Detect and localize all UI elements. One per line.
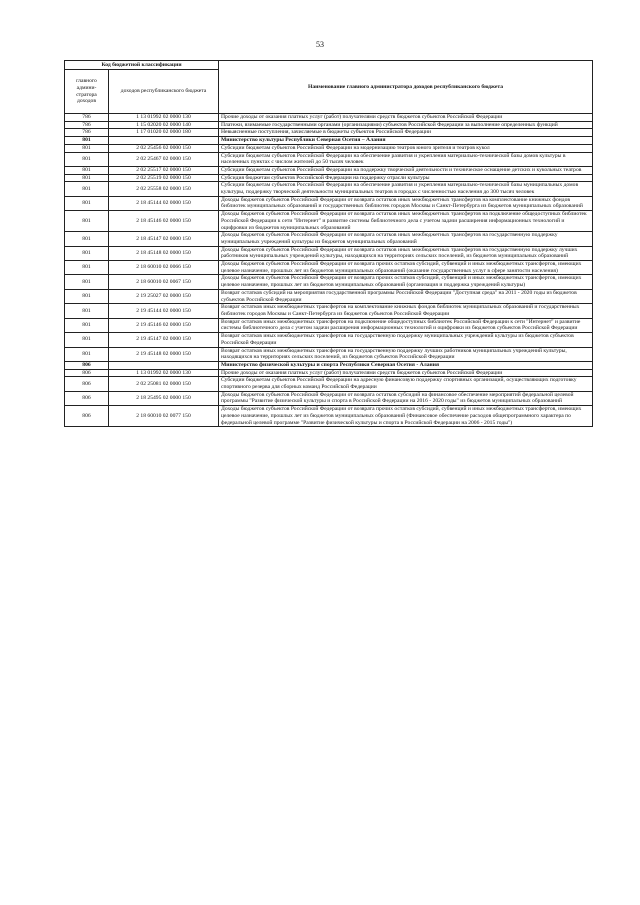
name-cell: Доходы бюджетов субъектов Российской Федерации от возврата остатков иных межбюджетных трансфертов на подключение общедоступных библиотек Российской Федерации к сети "Интернет" и развитие системы библиотечного дела с учетом задачи расширения информационных технологий и оцифровки из бюджетов муниципальных образований bbox=[219, 211, 593, 232]
revenue-code-cell bbox=[109, 361, 219, 369]
admin-code-cell: 801 bbox=[65, 333, 109, 347]
header-admin-code: главного админи-стратора доходов bbox=[65, 70, 109, 114]
table-row bbox=[65, 211, 593, 232]
table-row bbox=[65, 114, 593, 122]
name-cell: Возврат остатков иных межбюджетных трансфертов на подключение общедоступных библиотек Российской Федерации к сети "Интернет" и развитие системы библиотечного дела с учетом задачи расширения информационных технологий и оцифровки из бюджетов субъектов Российской Федерации bbox=[219, 318, 593, 332]
revenue-code-cell bbox=[109, 137, 219, 145]
revenue-code-cell: 2 02 25519 02 0000 150 bbox=[109, 174, 219, 182]
admin-code-cell: 786 bbox=[65, 121, 109, 129]
table-row bbox=[65, 166, 593, 174]
revenue-code-cell: 2 18 60010 02 0077 150 bbox=[109, 406, 219, 427]
table-row bbox=[65, 333, 593, 347]
table-body bbox=[65, 114, 593, 427]
admin-code-cell: 806 bbox=[65, 361, 109, 369]
admin-code-cell: 801 bbox=[65, 232, 109, 246]
table-row bbox=[65, 152, 593, 166]
ministry-row bbox=[65, 137, 593, 145]
revenue-code-cell: 2 02 25558 02 0000 150 bbox=[109, 182, 219, 196]
admin-code-cell: 801 bbox=[65, 174, 109, 182]
revenue-code-cell: 2 18 45144 02 0000 150 bbox=[109, 196, 219, 210]
table-row bbox=[65, 318, 593, 332]
name-cell: Возврат остатков субсидий на мероприятия государственной программы Российской Федерации "Доступная среда" на 2011 - 2020 годы из бюджетов субъектов Российской Федерации bbox=[219, 289, 593, 303]
name-cell: Министерство физической культуры и спорта Республики Северная Осетия - Алания bbox=[219, 361, 593, 369]
revenue-code-cell: 1 17 01020 02 0000 180 bbox=[109, 129, 219, 137]
admin-code-cell: 801 bbox=[65, 275, 109, 289]
admin-code-cell: 801 bbox=[65, 144, 109, 152]
name-cell: Возврат остатков иных межбюджетных трансфертов на государственную поддержку муниципальных учреждений культуры из бюджетов субъектов Российской Федерации bbox=[219, 333, 593, 347]
page-number: 53 bbox=[316, 40, 324, 49]
admin-code-cell: 806 bbox=[65, 369, 109, 377]
name-cell: Возврат остатков иных межбюджетных трансфертов на комплектование книжных фондов библиотек муниципальных образований и государственных библиотек городов Москвы и Санкт-Петербурга из бюджетов субъектов Российской Федерации bbox=[219, 304, 593, 318]
admin-code-cell: 806 bbox=[65, 391, 109, 405]
revenue-code-cell: 2 19 45146 02 0000 150 bbox=[109, 318, 219, 332]
admin-code-cell: 801 bbox=[65, 137, 109, 145]
table-row bbox=[65, 406, 593, 427]
name-cell: Невыясненные поступления, зачисляемые в бюджеты субъектов Российской Федерации bbox=[219, 129, 593, 137]
revenue-code-cell: 2 02 25081 02 0000 150 bbox=[109, 377, 219, 391]
revenue-code-cell: 2 18 25495 02 0000 150 bbox=[109, 391, 219, 405]
revenue-code-cell: 2 18 45146 02 0000 150 bbox=[109, 211, 219, 232]
table-row bbox=[65, 196, 593, 210]
table-row bbox=[65, 304, 593, 318]
header-classification-code: Код бюджетной классификации bbox=[65, 61, 219, 70]
revenue-code-cell: 2 19 45148 02 0000 150 bbox=[109, 347, 219, 361]
name-cell: Субсидии бюджетам субъектов Российской Федерации на адресную финансовую поддержку спортивных организаций, осуществляющих подготовку спортивного резерва для сборных команд Российской Федерации bbox=[219, 377, 593, 391]
revenue-code-cell: 2 18 60010 02 0067 150 bbox=[109, 275, 219, 289]
ministry-row bbox=[65, 361, 593, 369]
table-row bbox=[65, 261, 593, 275]
name-cell: Доходы бюджетов субъектов Российской Федерации от возврата остатков субсидий на финансовое обеспечение мероприятий федеральной целевой программы "Развитие физической культуры и спорта в Российской Федерации на 2016 - 2020 годы" из бюджетов муниципальных образований bbox=[219, 391, 593, 405]
admin-code-cell: 801 bbox=[65, 318, 109, 332]
revenue-code-cell: 1 13 01992 02 0000 130 bbox=[109, 114, 219, 122]
table-row bbox=[65, 182, 593, 196]
name-cell: Прочие доходы от оказания платных услуг (работ) получателями средств бюджетов субъектов Российской Федерации bbox=[219, 114, 593, 122]
name-cell: Доходы бюджетов субъектов Российской Федерации от возврата остатков иных межбюджетных трансфертов на государственную поддержку лучших работников муниципальных учреждений культуры, находящихся на территориях сельских поселений, из бюджетов муниципальных образований bbox=[219, 246, 593, 260]
revenue-code-cell: 1 15 02020 02 0000 140 bbox=[109, 121, 219, 129]
name-cell: Доходы бюджетов субъектов Российской Федерации от возврата остатков иных межбюджетных трансфертов на государственную поддержку муниципальных учреждений культуры из бюджетов муниципальных образований bbox=[219, 232, 593, 246]
name-cell: Возврат остатков иных межбюджетных трансфертов на государственную поддержку лучших работников муниципальных учреждений культуры, находящихся на территориях сельских поселений, из бюджетов субъектов Российской Федерации bbox=[219, 347, 593, 361]
revenue-code-cell: 2 19 25027 02 0000 150 bbox=[109, 289, 219, 303]
revenue-code-cell: 1 13 01992 02 0000 130 bbox=[109, 369, 219, 377]
admin-code-cell: 806 bbox=[65, 406, 109, 427]
table-row bbox=[65, 377, 593, 391]
table-row bbox=[65, 129, 593, 137]
header-revenue-code: доходов республиканского бюджета bbox=[109, 70, 219, 114]
table-row bbox=[65, 121, 593, 129]
admin-code-cell: 806 bbox=[65, 377, 109, 391]
revenue-code-cell: 2 02 25456 02 0000 150 bbox=[109, 144, 219, 152]
name-cell: Доходы бюджетов субъектов Российской Федерации от возврата прочих остатков субсидий, субвенций и иных межбюджетных трансфертов, имеющих целевое назначение, прошлых лет из бюджетов муниципальных образований (организация и поддержка учреждений культуры) bbox=[219, 275, 593, 289]
revenue-code-cell: 2 02 25517 02 0000 150 bbox=[109, 166, 219, 174]
table-row bbox=[65, 246, 593, 260]
admin-code-cell: 801 bbox=[65, 211, 109, 232]
admin-code-cell: 786 bbox=[65, 114, 109, 122]
admin-code-cell: 801 bbox=[65, 182, 109, 196]
admin-code-cell: 801 bbox=[65, 289, 109, 303]
table-row bbox=[65, 369, 593, 377]
admin-code-cell: 801 bbox=[65, 261, 109, 275]
admin-code-cell: 801 bbox=[65, 304, 109, 318]
budget-classification-table bbox=[64, 60, 593, 427]
name-cell: Прочие доходы от оказания платных услуг (работ) получателями средств бюджетов субъектов Российской Федерации bbox=[219, 369, 593, 377]
name-cell: Доходы бюджетов субъектов Российской Федерации от возврата остатков иных межбюджетных трансфертов на комплектование книжных фондов библиотек муниципальных образований и государственных библиотек городов Москвы и Санкт-Петербурга из бюджетов муниципальных образований bbox=[219, 196, 593, 210]
table-row bbox=[65, 289, 593, 303]
table-row bbox=[65, 174, 593, 182]
admin-code-cell: 801 bbox=[65, 152, 109, 166]
name-cell: Субсидия бюджетам субъектов Российской Федерации на поддержку отрасли культуры bbox=[219, 174, 593, 182]
revenue-code-cell: 2 02 25467 02 0000 150 bbox=[109, 152, 219, 166]
name-cell: Субсидии бюджетам субъектов Российской Федерации на поддержку творческой деятельности и техническое оснащение детских и кукольных театров bbox=[219, 166, 593, 174]
name-cell: Доходы бюджетов субъектов Российской Федерации от возврата прочих остатков субсидий, субвенций и иных межбюджетных трансфертов, имеющих целевое назначение, прошлых лет из бюджетов муниципальных образований (оказание государственных услуг в сфере занятости населения) bbox=[219, 261, 593, 275]
revenue-code-cell: 2 18 45148 02 0000 150 bbox=[109, 246, 219, 260]
name-cell: Субсидии бюджетам субъектов Российской Федерации на обеспечение развития и укрепления материально-технической базы домов культуры в населенных пунктах с числом жителей до 50 тысяч человек bbox=[219, 152, 593, 166]
revenue-code-cell: 2 18 45147 02 0000 150 bbox=[109, 232, 219, 246]
table-row bbox=[65, 275, 593, 289]
revenue-code-cell: 2 19 45144 02 0000 150 bbox=[109, 304, 219, 318]
admin-code-cell: 801 bbox=[65, 166, 109, 174]
admin-code-cell: 801 bbox=[65, 347, 109, 361]
table-row bbox=[65, 391, 593, 405]
revenue-code-cell: 2 19 45147 02 0000 150 bbox=[109, 333, 219, 347]
name-cell: Субсидии бюджетам субъектов Российской Федерации на обеспечение развития и укрепления материально-технической базы муниципальных домов культуры, поддержку творческой деятельности муниципальных театров в городах с численностью населения до 300 тысяч человек bbox=[219, 182, 593, 196]
table-row bbox=[65, 232, 593, 246]
table-row bbox=[65, 347, 593, 361]
name-cell: Субсидии бюджетам субъектов Российской Федерации на модернизацию театров юного зрителя и театров кукол bbox=[219, 144, 593, 152]
revenue-code-cell: 2 18 60010 02 0066 150 bbox=[109, 261, 219, 275]
header-administrator-name: Наименование главного администратора доходов республиканского бюджета bbox=[219, 61, 593, 114]
table-row bbox=[65, 144, 593, 152]
admin-code-cell: 786 bbox=[65, 129, 109, 137]
name-cell: Министерство культуры Республики Северная Осетия – Алания bbox=[219, 137, 593, 145]
name-cell: Платежи, взимаемые государственными органами (организациями) субъектов Российской Федерации за выполнение определенных функций bbox=[219, 121, 593, 129]
admin-code-cell: 801 bbox=[65, 246, 109, 260]
admin-code-cell: 801 bbox=[65, 196, 109, 210]
name-cell: Доходы бюджетов субъектов Российской Федерации от возврата прочих остатков субсидий, субвенций и иных межбюджетных трансфертов, имеющих целевое назначение, прошлых лет из бюджетов муниципальных образований (Финансовое обеспечение расходов общепрограммного характера по федеральной целевой программе "Развитие физической культуры и спорта в Российской Федерации на 2006 - 2015 годы") bbox=[219, 406, 593, 427]
